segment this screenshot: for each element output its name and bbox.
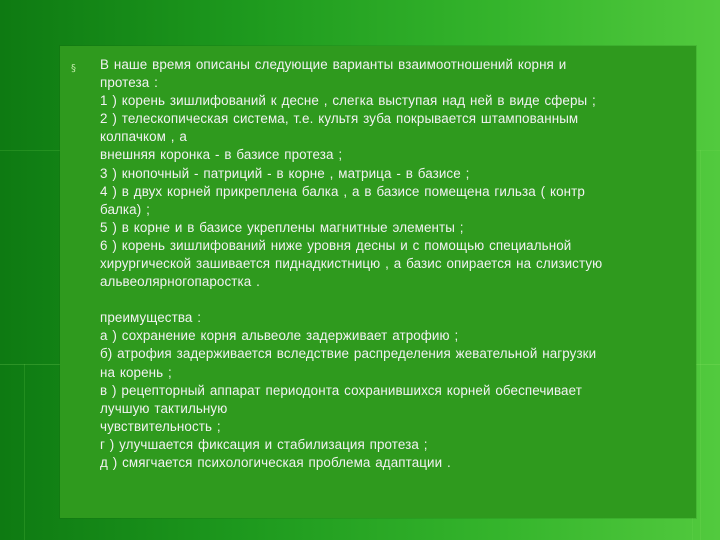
text-line: хирургической зашивается пиднадкистницю , а базис опирается на слизистую <box>100 256 603 272</box>
text-line: лучшую тактильную <box>100 400 228 416</box>
decorative-line <box>700 150 701 540</box>
text-line: внешняя коронка - в базисе протеза ; <box>100 147 343 163</box>
text-line: 6 ) корень зишлифований ниже уровня десны и с помощью специальной <box>100 237 572 253</box>
text-line: колпачком , а <box>100 129 187 145</box>
text-line: чувствительность ; <box>100 418 221 434</box>
text-line: 2 ) телескопическая система, т.е. культя зуба покрывается штампованным <box>100 111 579 127</box>
text-line: на корень ; <box>100 364 172 380</box>
text-line: в ) рецепторный аппарат периодонта сохранившихся корней обеспечивает <box>100 382 582 398</box>
text-line: 4 ) в двух корней прикреплена балка , а в базисе помещена гильза ( контр <box>100 183 585 199</box>
content-panel <box>60 46 696 518</box>
advantages-heading: преимущества : <box>100 310 202 326</box>
text-line: б) атрофия задерживается вследствие распределения жевательной нагрузки <box>100 346 597 362</box>
text-line: г ) улучшается фиксация и стабилизация протеза ; <box>100 436 428 452</box>
text-line: 5 ) в корне и в базисе укреплены магнитные элементы ; <box>100 219 464 235</box>
text-line: В наше время описаны следующие варианты взаимоотношений корня и <box>100 57 567 72</box>
text-line: альвеолярногопаростка . <box>100 274 260 290</box>
slide-text <box>100 56 692 472</box>
text-line: д ) смягчается психологическая проблема адаптации . <box>100 454 451 470</box>
text-line: 3 ) кнопочный - патриций - в корне , матрица - в базисе ; <box>100 165 470 181</box>
decorative-line <box>24 364 25 540</box>
text-line: а ) сохранение корня альвеоле задерживает атрофию ; <box>100 328 459 344</box>
text-line: 1 ) корень зишлифований к десне , слегка выступая над ней в виде сферы ; <box>100 93 596 109</box>
paragraph-gap <box>100 291 692 309</box>
bullet-icon: § <box>71 63 76 74</box>
text-line: протеза : <box>100 75 158 91</box>
text-line: балка) ; <box>100 201 150 217</box>
